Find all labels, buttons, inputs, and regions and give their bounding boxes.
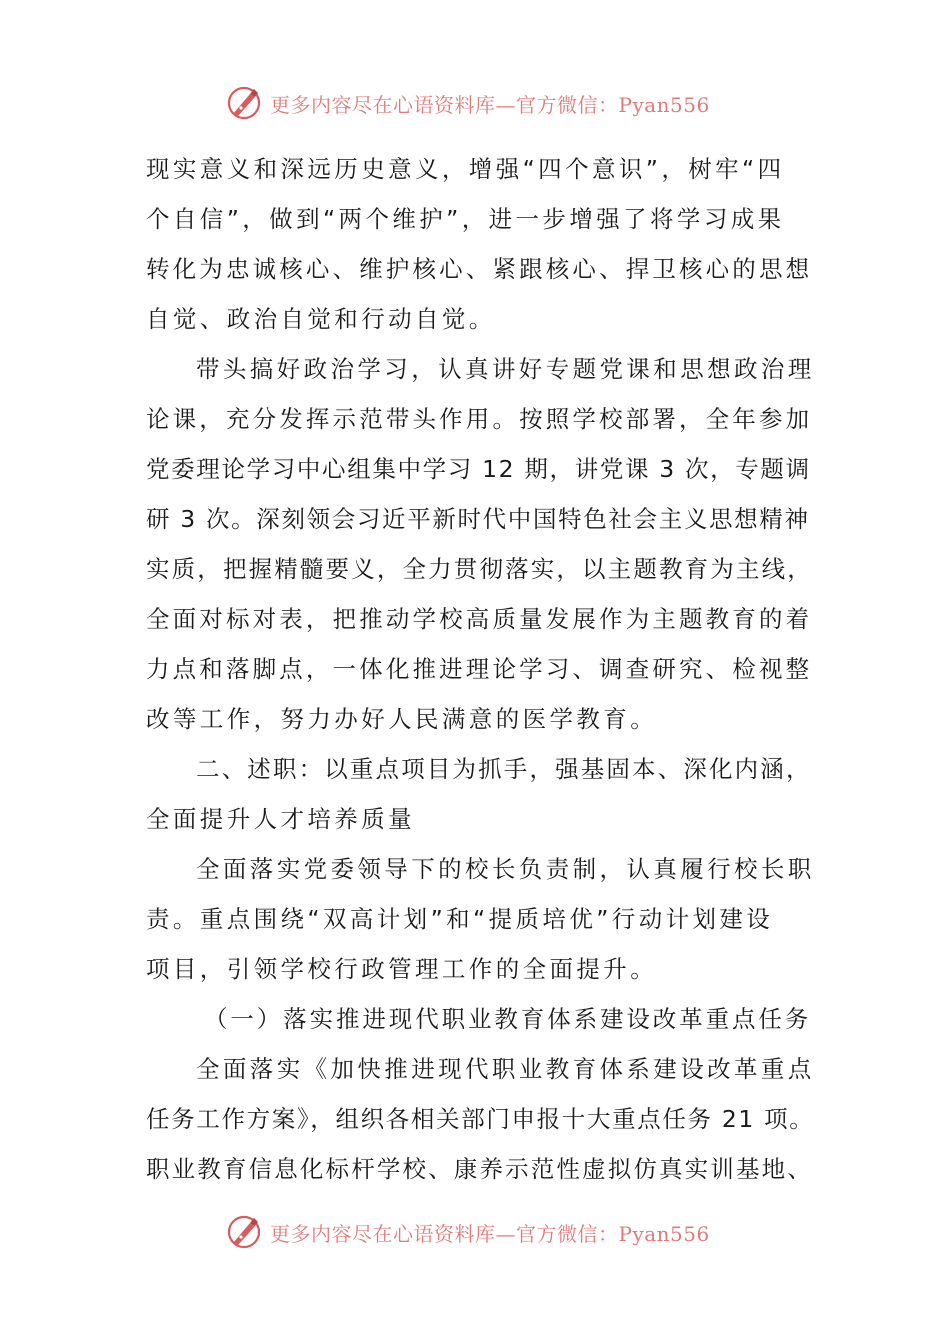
pen-nib-circle-icon <box>224 83 264 123</box>
text-line: 项目，引领学校行政管理工作的全面提升。 <box>146 955 658 983</box>
text-line: 自觉、政治自觉和行动自觉。 <box>146 305 496 333</box>
text-line: 个自信”，做到“两个维护”，进一步增强了将学习成果 <box>146 205 785 233</box>
text-line: 转化为忠诚核心、维护核心、紧跟核心、捍卫核心的思想 <box>146 255 813 283</box>
watermark-text-bottom: 更多内容尽在心语资料库—官方微信：Pyan556 <box>270 1221 710 1246</box>
text-line: 现实意义和深远历史意义，增强“四个意识”，树牢“四 <box>146 155 785 183</box>
watermark-text-top: 更多内容尽在心语资料库—官方微信：Pyan556 <box>270 92 710 117</box>
text-line: 研 3 次。深刻领会习近平新时代中国特色社会主义思想精神 <box>146 505 810 533</box>
text-line: 论课，充分发挥示范带头作用。按照学校部署，全年参加 <box>146 405 813 433</box>
text-line: 全面提升人才培养质量 <box>146 805 415 833</box>
text-line: 责。重点围绕“双高计划”和“提质培优”行动计划建设 <box>146 905 774 933</box>
text-line: 党委理论学习中心组集中学习 12 期，讲党课 3 次，专题调 <box>146 455 811 483</box>
text-line: 实质，把握精髓要义，全力贯彻落实，以主题教育为主线， <box>146 555 813 583</box>
watermark-banner-top <box>224 78 710 128</box>
text-line: （一）落实推进现代职业教育体系建设改革重点任务 <box>204 1005 812 1033</box>
pen-nib-circle-icon <box>224 1212 264 1252</box>
text-line: 二、述职：以重点项目为抓手，强基固本、深化内涵， <box>196 755 812 783</box>
text-line: 全面落实党委领导下的校长负责制，认真履行校长职 <box>196 855 815 883</box>
watermark-banner-bottom <box>224 1207 710 1257</box>
document-body <box>146 144 816 1194</box>
text-line: 全面对标对表，把推动学校高质量发展作为主题教育的着 <box>146 605 813 633</box>
text-line: 任务工作方案》，组织各相关部门申报十大重点任务 21 项。 <box>146 1105 815 1133</box>
text-line: 改等工作，努力办好人民满意的医学教育。 <box>146 705 658 733</box>
text-line: 力点和落脚点，一体化推进理论学习、调查研究、检视整 <box>146 655 813 683</box>
text-line: 全面落实《加快推进现代职业教育体系建设改革重点 <box>196 1055 815 1083</box>
text-line: 带头搞好政治学习，认真讲好专题党课和思想政治理 <box>196 355 815 383</box>
text-line: 职业教育信息化标杆学校、康养示范性虚拟仿真实训基地、 <box>146 1155 813 1183</box>
